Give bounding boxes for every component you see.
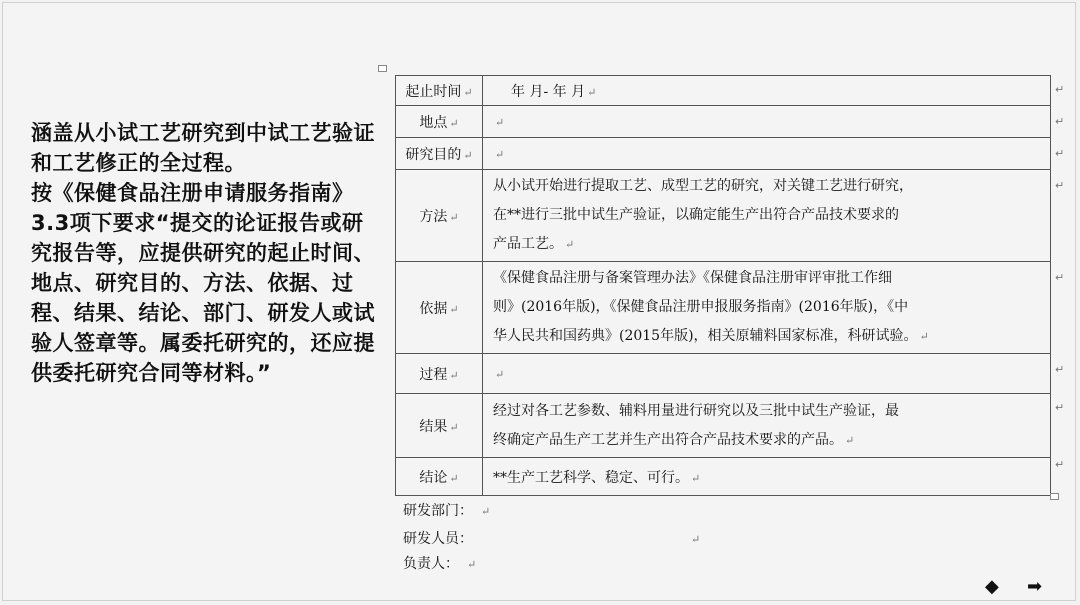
- purpose-field[interactable]: ↵: [483, 138, 1051, 170]
- basis-field[interactable]: 《保健食品注册与备案管理办法》《保健食品注册审评审批工作细 则》(2016年版)，《保健食品注册申报服务指南》(2016年版)，《中 华人民共和国药典》(2015年版)，相关原辅料国家标准，科研试验。 ↵: [483, 262, 1051, 354]
- lead-line: 负责人： ↵: [403, 556, 477, 572]
- row-label: 方法: [419, 208, 448, 225]
- row-label: 结论: [419, 469, 448, 486]
- location-field[interactable]: ↵: [483, 106, 1051, 138]
- process-field[interactable]: ↵: [483, 354, 1051, 394]
- research-report-table: [395, 75, 1051, 496]
- row-end-mark: ↵: [1055, 363, 1065, 376]
- row-label: 结果: [419, 418, 448, 435]
- table-row: 起止时间 ↵ 年 月- 年 月 ↵: [396, 76, 1051, 106]
- conclusion-field[interactable]: **生产工艺科学、稳定、可行。 ↵: [483, 458, 1051, 496]
- row-label: 依据: [419, 300, 448, 317]
- row-label: 过程: [419, 366, 448, 383]
- result-field[interactable]: 经过对各工艺参数、辅料用量进行研究以及三批中试生产验证，最 终确定产品生产工艺并生产出符合产品技术要求的产品。 ↵: [483, 394, 1051, 458]
- period-field[interactable]: 年 月- 年 月 ↵: [483, 76, 1051, 106]
- table-row: 依据 ↵ 《保健食品注册与备案管理办法》《保健食品注册审评审批工作细 则》(2016年版)，《保健食品注册申报服务指南》(2016年版)，《中 华人民共和国药典》(2015年版)，相关原辅料国家标准，科研试验。 ↵: [396, 262, 1051, 354]
- row-end-mark: ↵: [1055, 115, 1065, 128]
- intro-paragraph: 涵盖从小试工艺研究到中试工艺验证和工艺修正的全过程。: [31, 121, 375, 175]
- slide-body-text: [31, 118, 376, 388]
- staff-line: 研发人员： ↵: [403, 531, 701, 547]
- table-row: 研究目的 ↵ ↵: [396, 138, 1051, 170]
- table-resize-handle[interactable]: [1050, 493, 1059, 500]
- table-row: 结论 ↵ **生产工艺科学、稳定、可行。 ↵: [396, 458, 1051, 496]
- row-end-mark: ↵: [1055, 179, 1065, 192]
- row-end-mark: ↵: [1055, 83, 1065, 96]
- table-row: 结果 ↵ 经过对各工艺参数、辅料用量进行研究以及三批中试生产验证，最 终确定产品生产工艺并生产出符合产品技术要求的产品。 ↵: [396, 394, 1051, 458]
- table-row: 方法 ↵ 从小试开始进行提取工艺、成型工艺的研究，对关键工艺进行研究， 在**进行三批中试生产验证，以确定能生产出符合产品技术要求的 产品工艺。 ↵: [396, 170, 1051, 262]
- row-end-mark: ↵: [1055, 458, 1065, 471]
- row-end-mark: ↵: [1055, 401, 1065, 414]
- table-row: 过程 ↵ ↵: [396, 354, 1051, 394]
- table-move-handle[interactable]: [378, 65, 387, 72]
- requirement-paragraph: 按《保健食品注册申请服务指南》3.3项下要求“提交的论证报告或研究报告等，应提供研究的起止时间、地点、研究目的、方法、依据、过程、结果、结论、部门、研发人或试验人签章等。属委托研究的，还应提供委托研究合同等材料。”: [31, 181, 375, 385]
- row-label: 研究目的: [405, 146, 462, 163]
- method-field[interactable]: 从小试开始进行提取工艺、成型工艺的研究，对关键工艺进行研究， 在**进行三批中试生产验证，以确定能生产出符合产品技术要求的 产品工艺。 ↵: [483, 170, 1051, 262]
- row-end-mark: ↵: [1055, 147, 1065, 160]
- slide: [2, 2, 1076, 601]
- prev-slide-icon[interactable]: ◆: [985, 576, 999, 597]
- row-label: 起止时间: [405, 83, 462, 100]
- dept-line: 研发部门： ↵: [403, 503, 491, 519]
- row-label: 地点: [419, 114, 448, 131]
- next-slide-icon[interactable]: ➡: [1027, 576, 1043, 597]
- table-row: 地点 ↵ ↵: [396, 106, 1051, 138]
- row-end-mark: ↵: [1055, 271, 1065, 284]
